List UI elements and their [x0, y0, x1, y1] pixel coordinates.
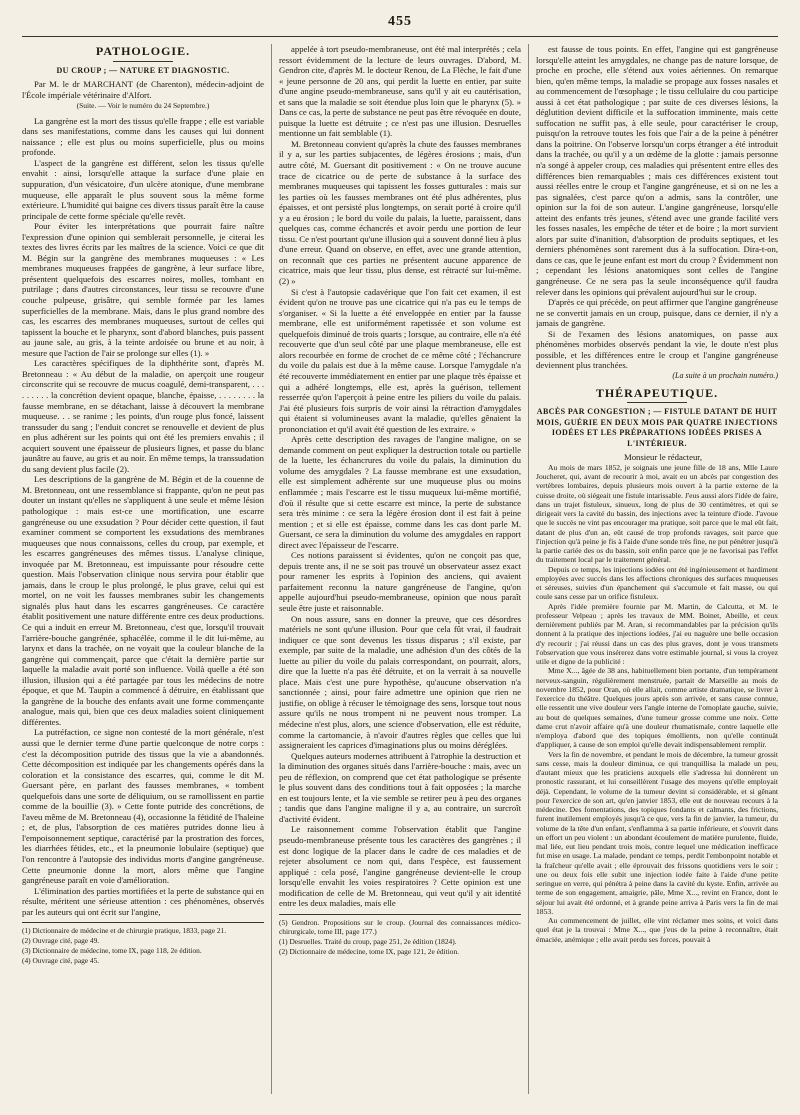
paragraph: Ces notions paraissent si évidentes, qu'on ne conçoit pas que, depuis trente ans, il ne se soit pas trouvé un observateur assez exact pour ramener les esprits à l'opinion des anciens, qui avaient parfaitement reconnu la nature gangréneuse de l'angine, qu'on appelle aujourd'hui pseudo-membraneuse, opinion que nous paraît seule être juste et raisonnable.	[279, 550, 521, 613]
paragraph: Après cette description des ravages de l'angine maligne, on se demande comment on peut expliquer la destruction totale ou partielle de la luette, les échancrures du voile du palais, la diminution du volume des amygdales ? La fausse membrane est une exsudation, elle est simplement adhérente sur une muqueuse plus ou moins enflammée ; mais l'escarre est le tissu muqueux lui-même mortifié, d'où il résulte que si cette escarre est mince, la perte de substance sera très minime : ce sera la légère érosion dont il est fait à peine mention ; et si elle est épaisse, comme dans les cas dont parle M. Guersant, ce sera la diminution du volume des amygdales en rapport direct avec l'épaisseur de l'escarre.	[279, 434, 521, 550]
article-heading-croup: DU CROUP ; — NATURE ET DIAGNOSTIC.	[56, 65, 230, 75]
column-separator	[271, 44, 272, 1094]
footnotes	[279, 914, 521, 956]
footnote: (5) Gendron. Propositions sur le croup. (Journal des connaissances médico-chirurgicale, tome III, page 177.)	[279, 917, 521, 936]
footnote: (3) Dictionnaire de médecine, tome IX, page 118, 2e édition.	[22, 946, 202, 956]
col2-body	[279, 44, 521, 909]
section-title-therapeutics: THÉRAPEUTIQUE.	[595, 385, 719, 400]
paragraph: Les caractères spécifiques de la diphthérite sont, d'après M. Bretonneau : « Au début de la maladie, on aperçoit une rougeur circonscrite qui se recouvre de mucus coagulé, demi-transparent, . . . . . . . . . la concrétion devient opaque, blanche, épaisse, . . . . . . . . la fausse membrane, en se détachant, laisse à découvert la membrane muqueuse. . . se ranime ; les points, d'un rouge plus foncé, laissent transsuder du sang ; l'enduit concret se renouvelle et devient de plus en plus adhérent sur les points qui ont été les premiers envahis ; il acquiert souvent une épaisseur de plusieurs lignes, et passe du blanc jaunâtre au fauve, au gris et au noir. En même temps, la transsudation du sang devient plus facile (2).	[22, 358, 264, 474]
paragraph: M. Bretonneau convient qu'après la chute des fausses membranes il y a, sur les parties subjacentes, de légères érosions ; mais, d'un autre côté, M. Guersant dit positivement : « On ne trouve aucune trace de cicatrice ou de perte de substance à la surface des membranes muqueuses qui tapissent les fosses gutturales : mais sur les parties où les fausses membranes ont été plus adhérentes, plus épaisses, et ont persisté plus longtemps, on serait porté à croire qu'il y a eu érosion ; le bord du voile du palais, la luette, paraissent, dans quelques cas, comme échancrés et avoir perdu une portion de leur tissu. Ce n'est pourtant qu'une illusion qui a souvent donné lieu à plus d'une erreur. Quand on observe, en effet, avec une grande attention, on reconnaît que ces parties ne présentent aucune apparence de cicatrice, mais que leur tissu, plus dense, est rétracté sur lui-même. (2) »	[279, 138, 521, 287]
column-1	[22, 44, 264, 1094]
paragraph: Le raisonnement comme l'observation établit que l'angine pseudo-membraneuse présente tous les caractères des gangrènes ; il est donc logique de la placer dans le cadre de ces maladies et de rejeter absolument ce nom qui, dans l'espèce, est faussement appliqué : cela posé, l'angine gangréneuse devient-elle le croup lorsqu'elle envahit les voies respiratoires ? Cette opinion est une modification de celle de M. Bretonneau, qui veut qu'il y ait identité entre les deux maladies, mais elle	[279, 824, 521, 909]
paragraph: Au commencement de juillet, elle vint réclamer mes soins, et voici dans quel état je la trouvai : Mme X..., que j'eus de la peine à reconnaître, était émaciée, anémique ; elle avait perdu ses forces, pouvait à	[536, 916, 778, 944]
continued-note: (La suite à un prochain numéro.)	[672, 370, 778, 380]
article-heading-abscess: ABCÈS PAR CONGESTION ; — FISTULE DATANT DE HUIT MOIS, GUÉRIE EN DEUX MOIS PAR QUATRE INJECTIONS IODÉES ET LES PRÉPARATIONS IODÉES PRISES A L'INTÉRIEUR.	[536, 407, 778, 448]
title-rule	[113, 61, 173, 62]
col3-body	[536, 44, 778, 371]
paragraph: Mme X..., âgée de 38 ans, habituellement bien portante, d'un tempérament nerveux-sanguin, régulièrement menstruée, partait de Marseille au mois de novembre 1852, pour Oran, où elle allait, comme artiste dramatique, se livrer à l'exercice du théâtre. Quelques jours après son arrivée, et sans cause connue, elle ressentit une vive douleur vers l'angle interne de l'omoplate gauche, suivie, au bout de quelques semaines, d'une tumeur grosse comme une noix. Cette dame crut n'avoir affaire qu'à une douleur rhumatismale, contre laquelle elle n'employa d'abord que des topiques émollients, non qu'elle continuât d'appliquer, à cause de son emploi qu'elle devait indispensablement remplir.	[536, 666, 778, 750]
title-rule	[627, 402, 687, 403]
paragraph: Au mois de mars 1852, je soignais une jeune fille de 18 ans, Mlle Laure Joucheret, qui, avant de recourir à moi, avait eu un abcès par congestion des vertèbres lombaires, depuis plusieurs mois ouvert à la partie externe de la cuisse droite, où siégeait une fistule intarissable. J'eus aussi alors l'idée de faire, dans un trajet fistuleux, sinueux, long de plus de 30 centimètres, et qui se dirigeait vers la cavité du bassin, des injections avec la teinture d'iode. J'avoue que le succès ne vint pas encourager ma pratique, soit parce que le mal eût fait, datant de plus d'un an, eût causé de trop profonds ravages, soit parce que l'injection qu'à peine je fis à l'aide d'une sonde très fine, ne put pénétrer jusqu'à la partie cariée des os du bassin, soit enfin parce que je ne favorisai pas l'effet du traitement local par le traitement général.	[536, 462, 778, 565]
byline: Par M. le dr MARCHANT (de Charenton), médecin-adjoint de l'École impériale vétérinaire d'Alfort.	[22, 79, 264, 100]
paragraph: L'aspect de la gangrène est différent, selon les tissus qu'elle envahit : ainsi, lorsqu'elle attaque la surface d'une plaie en suppuration, d'un vésicatoire, d'un ulcère atonique, d'une membrane muqueuse, elle apparaît le plus souvent sous la même forme extérieure. L'humidité qui baigne ces divers tissus paraît être la cause principale de cette forme spéciale qu'elle revêt.	[22, 157, 264, 221]
paragraph: Si c'est à l'autopsie cadavérique que l'on fait cet examen, il est évident qu'on ne trouve pas une cicatrice qui n'a pas eu le temps de s'organiser. « Si la luette a été enveloppée en entier par la fausse membrane, elle est uniformément rapetissée et son volume est quelquefois diminué de trois quarts ; lorsque, au contraire, elle n'a été recouverte que d'un seul côté par une plaque membraneuse, elle est alors recourbée en forme de crochet de ce même côté ; l'échancrure du voile du palais est due à la même cause. Lorsque l'amygdale n'a été recouverte immédiatement en entier par une plaque très épaisse et qui a adhéré longtemps, elle est, après la guérison, tellement resserrée qu'on l'aperçoit à peine entre les piliers du voile du palais. J'ai été plusieurs fois surpris de voir ainsi la rétraction d'amygdales qui étaient si volumineuses avant la maladie, qu'elles gênaient la prononciation et qu'il avait été question de les extraire. »	[279, 286, 521, 434]
continuation-note: (Suite. — Voir le numéro du 24 Septembre.)	[76, 101, 210, 111]
paragraph: Depuis ce temps, les injections iodées ont été ingénieusement et hardiment employées avec succès dans les affections chroniques des surfaces muqueuses et séreuses, suivies d'un épanchement qui s'accumule et fait masse, ou qui coule sans cesse par un orifice fistuleux.	[536, 564, 778, 602]
header-rule	[22, 36, 778, 37]
paragraph: La putréfaction, ce signe non contesté de la mort générale, n'est aussi que le dernier terme d'une partie quelconque de notre corps : c'est la décomposition putride des tissus que la vie a abandonnés. Cette décomposition est indiquée par les changements opérés dans la coloration et la consistance des escarres, qui, comme le dit M. Guersant père, en parlant des fausses membranes, « tombent quelquefois dans une sorte de déliquium, ou se ramollissent en partie comme de la bouillie (3). » Cette fonte putride des concrétions, de l'aveu même de M. Bretonneau (4), occasionne la fétidité de l'haleine ; et, de plus, l'absorption de ces matières putrides donne lieu à l'empoisonnement septique, caractérisé par la prostration des forces, les diarrhées fétides, etc., et la pneumonie lobulaire (septique) que l'on rencontre à l'autopsie des individus morts d'angine gangréneuse. Cette pneumonie donne la mort, alors même que l'angine gangréneuse paraît en voie d'amélioration.	[22, 727, 264, 886]
paragraph: D'après ce qui précède, on peut affirmer que l'angine gangréneuse ne se convertit jamais en un croup, puisque, dans ce dernier, il n'y a jamais de gangrène.	[536, 297, 778, 329]
paragraph: Quelques auteurs modernes attribuent à l'atrophie la destruction et la diminution des organes situés dans l'arrière-bouche : mais, avec un peu de réflexion, on comprend que cet état pathologique se présente le plus souvent dans des conditions tout à fait opposées ; la marche en est toujours lente, et la vie semble se retirer peu à peu des organes ; tandis que dans l'angine maligne il y a, au contraire, un surcroît d'activité évident.	[279, 750, 521, 824]
footnote: (1) Dictionnaire de médecine et de chirurgie pratique, 1833, page 21.	[22, 926, 227, 936]
paragraph: appelée à tort pseudo-membraneuse, ont été mal interprétés ; cela ressort évidemment de la lecture de leurs ouvrages. D'abord, M. Gendron cite, d'après M. le docteur Renou, de La Flèche, le fait d'une « jeune personne de 20 ans, qui perdit la luette en entier, par suite d'une angine pseudo-membraneuse, sans qu'il y ait eu cautérisation, et sans que la maladie se soit étendue plus loin que le pharynx (5). » Dans ce cas, la perte de substance ne peut pas être révoquée en doute, puisque la luette est détruite ; ce n'est pas une illusion. Desruelles mentionne un fait semblable (1).	[279, 44, 521, 139]
paragraph: Les descriptions de la gangrène de M. Bégin et de la couenne de M. Bretonneau, ont une ressemblance si frappante, qu'on ne peut pas douter un instant qu'elles ne s'appliquent à une seule et même lésion pathologique : mais est-ce une mortification, une escarre gangréneuse ou une exsudation ? Pour décider cette question, il faut examiner comment se comportent les exsudations des membranes muqueuses que nous connaissons, celles du croup, par exemple, et les escarres gangréneuses des mêmes tissus. L'analyse clinique, invoquée par M. Bretonneau, est impuissante pour résoudre cette question. Mais l'observation clinique nous servira pour établir que jamais, dans le croup le plus prolongé, le plus grave, celui qui est mortel, on ne voit les fausses membranes subir les changements signalés plus haut dans les escarres gangréneuses. Ce caractère établit positivement une nature différente entre ces deux productions. Ce qui a induit en erreur M. Bretonneau, c'est que, lorsqu'il trouvait l'arrière-bouche gangrénée, sphacélée, comme il le dit lui-même, au larynx et dans la trachée, on ne voyait que la couleur blanche de la gangrène qui commençait, parce que c'était la dernière partie sur laquelle la maladie avait porté son influence. Voilà quelle a été son illusion, illusion qui a été partagée par tous les médecins de notre époque, et que M. Taupin a commencé à détruire, en établissant que la gangrène de la bouche des enfants avait une forme commençante analogue, mais qui, bien que ces deux maladies soient cliniquement différentes.	[22, 474, 264, 727]
footnote: (4) Ouvrage cité, page 45.	[22, 956, 100, 966]
paragraph: Si de l'examen des lésions anatomiques, on passe aux phénomènes morbides observés pendant la vie, le doute n'est plus possible, et les différences entre le croup et l'angine gangréneuse deviennent plus tranchées.	[536, 328, 778, 371]
paragraph: Vers la fin de novembre, et pendant le mois de décembre, la tumeur grossit sans cesse, mais la douleur diminua, ce qui tranquillisa la malade un peu, d'autant mieux que les praticiens auxquels elle s'adressa lui donnèrent un pronostic rassurant, et lui conseillèrent l'usage des moyens qu'elle employait déjà. Cependant, le volume de la tumeur devint si considérable, et si gênant pour l'exercice de son art, qu'en janvier 1853, elle eut de nouveau recours à la médecine. Des fomentations, des topiques fondants et calmants, des frictions, furent inutilement employés jusqu'à ce que, vers la fin de janvier, la tumeur, du volume de la tête d'un enfant, s'enflamma à sa partie inférieure, et s'ouvrit dans un effort un peu violent : un abondant écoulement de matière purulente, fluide, mal liée, eut lieu pendant trois mois, contre lequel une médication inefficace fut mise en usage. La malade, pendant ce temps, perdit l'embonpoint notable et la fraîcheur qu'elle avait ; elle éprouvait des frissons quotidiens vers le soir ; une ou deux fois elle subit une injection iodée faite à l'aide d'une petite seringue en verre, qui pénétra à peine dans la cavité du kyste. Enfin, arrivée au terme de son engagement, amaigrie, pâle, Mme X..., revint en France, dont le séjour lui avait été ordonné, et à grande peine arriva à Paris vers la fin de mai 1853.	[536, 749, 778, 916]
footnote: (2) Ouvrage cité, page 49.	[22, 936, 100, 946]
col1-body	[22, 116, 264, 918]
footnote: (2) Dictionnaire de médecine, tome IX, page 121, 2e édition.	[279, 946, 459, 956]
therapeutics-body	[536, 463, 778, 944]
paragraph: L'élimination des parties mortifiées et la perte de substance qui en résulte, méritent une sérieuse attention : ces phénomènes, observés par les auteurs qui ont écrit sur l'angine,	[22, 885, 264, 917]
footnote: (1) Desruelles. Traité du croup, page 251, 2e édition (1824).	[279, 936, 457, 946]
column-separator	[528, 44, 529, 1094]
paragraph: Après l'idée première fournie par M. Martin, de Calcutta, et M. le professeur Velpeau ; après les travaux de MM. Boinet, Abeille, et ceux dernièrement publiés par M. Aran, si recommandables par la précision qu'ils donnent à la pratique des injections iodées, j'ai eu naguère une belle occasion d'y recourir ; j'ai réussi dans un cas des plus graves, dont je vous transmets l'observation que vous insérerez dans votre estimable journal, si vous la croyez utile et digne de la publicité :	[536, 601, 778, 667]
column-3	[536, 44, 778, 1094]
footnotes	[22, 922, 264, 965]
salutation: Monsieur le rédacteur,	[623, 452, 703, 463]
paragraph: On nous assure, sans en donner la preuve, que ces désordres matériels ne sont qu'une illusion. Pour que cela fût vrai, il faudrait indiquer ce que sont devenus les tissus disparus ; s'il existe, par exemple, par suite de la maladie, une adhésion d'un des côtés de la luette au pilier du voile du palais correspondant, on pourrait, alors, dire que la luette n'a pas été détruite, et on la verrait à sa nouvelle place. Mais c'est une pure hypothèse, qu'aucune observation n'a sanctionnée ; ainsi, pour faire admettre une opinion que rien ne justifie, on oblige à récuser le témoignage des sens, lorsque tout nous assure qu'ils ne nous trompent ni ne peuvent nous tromper. La médecine n'est plus, alors, une science d'observation, elle est réduite, comme la cartomancie, à n'avoir d'autres règles que celles que lui assigneraient les caprices d'imaginations plus ou moins déréglées.	[279, 613, 521, 751]
page-number: 455	[388, 14, 412, 29]
paragraph: Pour éviter les interprétations que pourrait faire naître l'expression d'une opinion qui semblerait personnelle, je citerai les textes des livres écrits par les maîtres de la science. Voici ce que dit M. Bégin sur la gangrène des membranes muqueuses : « Les membranes muqueuses frappées de gangrène, à leur surface libre, présentent quelquefois des escarres noires, molles, tombant en putrilage ; dans d'autres circonstances, leur tissu se recouvre d'une couche pulpeuse, grisâtre, qui semble formée par les lames superficielles de la membrane. Mais, dans le plus grand nombre des cas, les escarres des membranes muqueuses, surtout de celles qui tapissent la bouche et le pharynx, sont d'abord blanches, puis passent au jaune sale, au gris, à la teinte ardoisée ou brune et au noir, à mesure que l'action de l'air se prolonge sur elles (1). »	[22, 221, 264, 358]
paragraph: La gangrène est la mort des tissus qu'elle frappe ; elle est variable dans ses manifestations, comme dans les causes qui lui donnent naissance ; elle est plus ou moins superficielle, plus ou moins profonde.	[22, 115, 264, 158]
paragraph: est fausse de tous points. En effet, l'angine qui est gangréneuse lorsqu'elle atteint les amygdales, ne change pas de nature lorsque, de proche en proche, elle s'étend aux voies aériennes. On remarque bien, qu'en même temps, la maladie se propage aux fosses nasales et au commencement de l'œsophage ; le tissu cellulaire du cou participe aussi à cet état pathologique ; par suite de ces diverses lésions, la déglutition devient difficile et la suffocation imminente, mais cette suffocation ne suffit pas, à elle seule, pour caractériser le croup, puisqu'on la retrouve toutes les fois que l'air a de la peine à pénétrer dans la poitrine. On l'observe lorsqu'un corps étranger a été introduit dans la trachée, ou qu'il y a un œdème de la glotte : jamais personne n'a songé à appeler croup, ces maladies qui présentent entre elles des différences bien remarquables ; mais ces différences existent tout aussi réelles entre le croup et l'angine gangréneuse, et si on ne les a pas signalées, c'est parce qu'on a admis, sans la contrôler, une opinion sur la foi de son auteur. L'angine gangréneuse, lorsqu'elle atteint des enfants très jeunes, s'étend avec une grande facilité vers les fosses nasales, les empêche de téter et de boire ; la mort survient alors par suite d'inanition, d'absorption de produits septiques, et les derniers phénomènes sont rarement dus à la suffocation. Dira-t-on, dans ce cas, que le jeune enfant est mort du croup ? Évidemment non ; cependant les lésions anatomiques sont celles de l'angine gangréneuse. Ce ne sera pas la seule inconséquence qu'il faudra relever dans les opinions qui prévalent aujourd'hui sur le croup.	[536, 44, 778, 297]
section-title-pathology: PATHOLOGIE.	[95, 44, 191, 58]
column-2	[279, 44, 521, 1094]
